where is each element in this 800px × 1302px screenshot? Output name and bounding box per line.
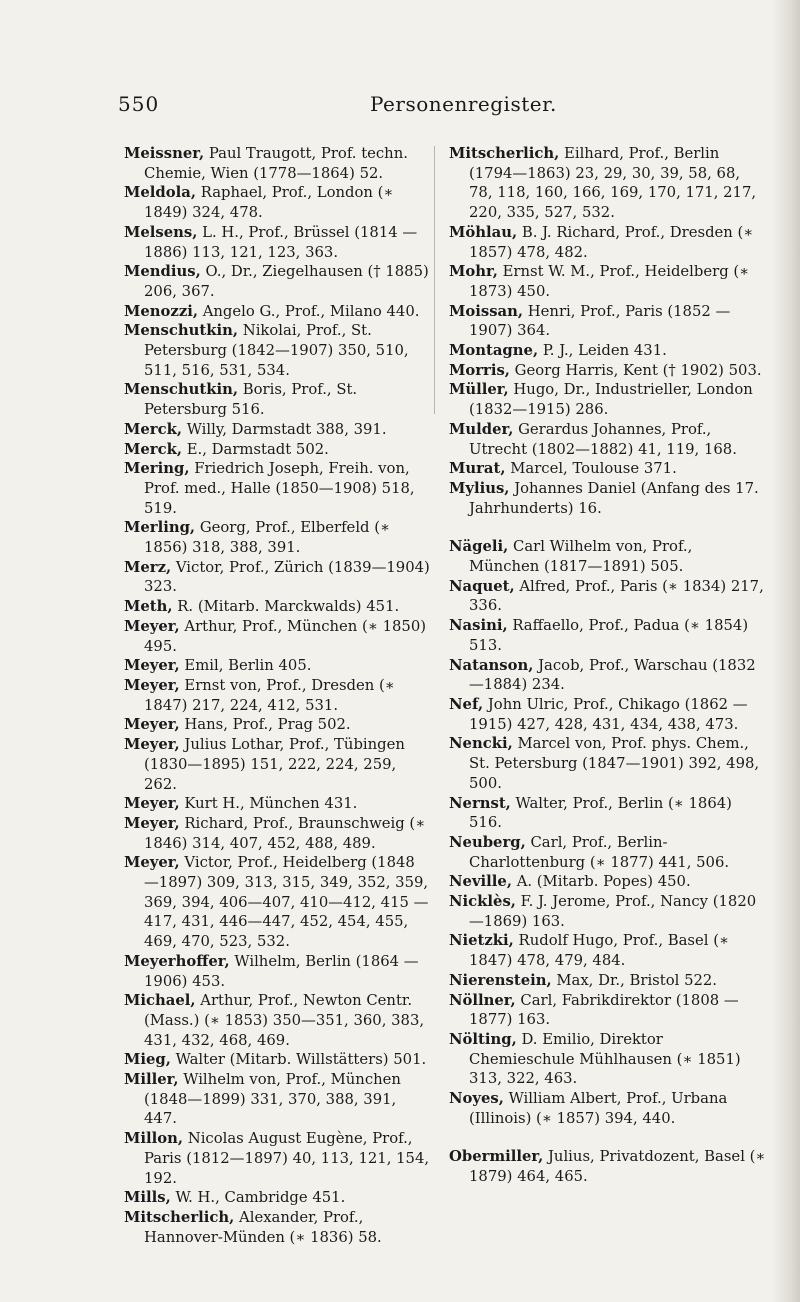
index-entry — [449, 616, 767, 655]
index-entry — [449, 361, 767, 381]
entry-name: Merck, — [124, 440, 183, 458]
page-edge-shadow — [772, 0, 800, 1302]
entry-name: Michael, — [124, 992, 196, 1010]
entry-details: Walter, Prof., Berlin (∗ 1864) 516. — [469, 794, 732, 832]
index-entry — [449, 971, 767, 991]
entry-details: Raphael, Prof., London (∗ 1849) 324, 478. — [144, 184, 394, 222]
entry-name: Merz, — [124, 558, 172, 576]
index-entry — [449, 1089, 767, 1128]
entry-name: Nernst, — [449, 794, 511, 812]
entry-details: Boris, Prof., St. Petersburg 516. — [144, 381, 358, 419]
index-entry — [124, 794, 430, 814]
entry-details: Jacob, Prof., Warschau (1832—1884) 234. — [469, 656, 756, 694]
index-entry — [449, 695, 767, 734]
index-entry — [124, 223, 430, 262]
entry-details: Carl, Fabrikdirektor (1808 —1877) 163. — [469, 991, 739, 1029]
index-entry — [449, 872, 767, 892]
column-divider — [434, 146, 435, 414]
entry-details: Walter (Mitarb. Willstätters) 501. — [175, 1051, 427, 1069]
index-column-left — [124, 144, 430, 1247]
entry-name: Menschutkin, — [124, 381, 239, 399]
entry-name: Menozzi, — [124, 302, 198, 320]
running-head: Personenregister. — [370, 92, 557, 116]
entry-details: B. J. Richard, Prof., Dresden (∗ 1857) 478, 482. — [469, 223, 754, 261]
index-entry — [124, 1208, 430, 1247]
index-entry — [124, 302, 430, 322]
entry-details: Friedrich Joseph, Freih. von, Prof. med., Halle (1850—1908) 518, 519. — [144, 460, 415, 517]
entry-details: Georg Harris, Kent († 1902) 503. — [514, 361, 762, 379]
entry-details: Eilhard, Prof., Berlin (1794—1863) 23, 29, 30, 39, 58, 68, 78, 118, 160, 166, 169, 170, 171, 217, 220, 335, 527, 532. — [469, 145, 757, 222]
index-entry — [124, 518, 430, 557]
entry-name: Meyer, — [124, 795, 180, 813]
entry-name: Moissan, — [449, 302, 524, 320]
entry-details: John Ulric, Prof., Chikago (1862 —1915) 427, 428, 431, 434, 438, 473. — [469, 695, 748, 733]
entry-details: Raffaello, Prof., Padua (∗ 1854) 513. — [469, 617, 749, 654]
entry-details: Kurt H., München 431. — [184, 795, 358, 813]
entry-name: Neuberg, — [449, 833, 526, 851]
entry-name: Morris, — [449, 361, 510, 379]
entry-name: Noyes, — [449, 1090, 504, 1108]
page-number: 550 — [118, 92, 160, 116]
entry-name: Mills, — [124, 1189, 171, 1207]
entry-name: Mitscherlich, — [449, 145, 560, 162]
entry-name: Menschutkin, — [124, 322, 239, 340]
entry-details: O., Dr., Ziegelhausen († 1885) 206, 367. — [144, 263, 429, 300]
entry-name: Mulder, — [449, 420, 514, 438]
entry-name: Mitscherlich, — [124, 1208, 235, 1226]
entry-name: Meyerhoffer, — [124, 952, 230, 970]
entry-name: Meyer, — [124, 736, 180, 754]
entry-name: Meyer, — [124, 716, 180, 734]
entry-details: W. H., Cambridge 451. — [175, 1189, 346, 1207]
entry-name: Nöllner, — [449, 991, 516, 1009]
entry-name: Meth, — [124, 598, 173, 616]
index-entry — [124, 440, 430, 460]
page-header — [118, 92, 758, 118]
entry-details: E., Darmstadt 502. — [186, 440, 329, 458]
entry-details: L. H., Prof., Brüssel (1814 —1886) 113, 121, 123, 363. — [144, 223, 418, 261]
entry-name: Meyer, — [124, 676, 180, 694]
entry-name: Nägeli, — [449, 538, 509, 556]
entry-details: Nikolai, Prof., St. Petersburg (1842—1907) 350, 510, 511, 516, 531, 534. — [144, 322, 409, 379]
index-entry — [124, 1188, 430, 1208]
entry-name: Millon, — [124, 1130, 184, 1148]
index-entry — [449, 262, 767, 301]
entry-name: Nölting, — [449, 1030, 517, 1048]
entry-details: Hugo, Dr., Industrieller, London (1832—1915) 286. — [469, 381, 753, 419]
entry-name: Merck, — [124, 420, 183, 438]
index-entry — [449, 302, 767, 341]
entry-details: Emil, Berlin 405. — [184, 657, 312, 675]
index-entry — [124, 814, 430, 853]
entry-details: Wilhelm von, Prof., München (1848—1899) 331, 370, 388, 391, 447. — [144, 1071, 401, 1128]
index-entry — [449, 459, 767, 479]
index-entry — [124, 1050, 430, 1070]
index-entry — [124, 735, 430, 794]
entry-details: Max, Dr., Bristol 522. — [556, 971, 718, 989]
entry-name: Nicklès, — [449, 893, 516, 911]
index-entry — [449, 991, 767, 1030]
entry-name: Murat, — [449, 460, 506, 478]
entry-details: Georg, Prof., Elberfeld (∗ 1856) 318, 388, 391. — [144, 519, 391, 557]
entry-name: Meyer, — [124, 854, 180, 872]
entry-details: Angelo G., Prof., Milano 440. — [202, 302, 420, 320]
entry-name: Obermiller, — [449, 1148, 544, 1166]
entry-name: Meyer, — [124, 617, 180, 635]
index-entry — [124, 597, 430, 617]
index-entry — [449, 1147, 767, 1186]
entry-details: Henri, Prof., Paris (1852 —1907) 364. — [469, 302, 731, 340]
index-entry — [449, 577, 767, 616]
entry-name: Mieg, — [124, 1051, 171, 1069]
index-entry — [449, 794, 767, 833]
entry-name: Miller, — [124, 1071, 179, 1089]
index-entry — [124, 183, 430, 222]
entry-details: Wilhelm, Berlin (1864 —1906) 453. — [144, 952, 419, 990]
entry-name: Montagne, — [449, 342, 539, 360]
entry-details: P. J., Leiden 431. — [542, 342, 667, 360]
entry-name: Nef, — [449, 695, 484, 713]
entry-details: Carl, Prof., Berlin-Charlottenburg (∗ 1877) 441, 506. — [469, 833, 730, 871]
index-entry — [124, 262, 430, 301]
entry-details: Victor, Prof., Zürich (1839—1904) 323. — [144, 558, 430, 596]
index-entry — [124, 420, 430, 440]
entry-details: Victor, Prof., Heidelberg (1848 —1897) 309, 313, 315, 349, 352, 359, 369, 394, 406—407, 410—412, 415 —417, 431, 446—447, 452, 454, 455, 469, 470, 523, 532. — [144, 854, 429, 951]
entry-name: Müller, — [449, 381, 509, 399]
entry-details: Carl Wilhelm von, Prof., München (1817—1891) 505. — [469, 538, 693, 576]
entry-name: Meyer, — [124, 814, 180, 832]
index-column-right — [449, 144, 767, 1187]
index-entry — [449, 656, 767, 695]
index-entry — [124, 676, 430, 715]
index-entry — [449, 223, 767, 262]
index-entry — [124, 656, 430, 676]
index-entry — [124, 144, 430, 183]
index-entry — [124, 617, 430, 656]
entry-name: Nierenstein, — [449, 971, 552, 989]
index-entry — [124, 1129, 430, 1188]
entry-details: Alexander, Prof., Hannover-Münden (∗ 1836) 58. — [144, 1208, 382, 1246]
entry-details: Alfred, Prof., Paris (∗ 1834) 217, 336. — [469, 577, 764, 615]
entry-name: Mendius, — [124, 263, 201, 281]
entry-name: Mylius, — [449, 479, 510, 497]
index-entry — [449, 479, 767, 518]
entry-details: Arthur, Prof., München (∗ 1850) 495. — [144, 617, 427, 655]
index-entry — [124, 952, 430, 991]
entry-name: Möhlau, — [449, 223, 518, 241]
entry-name: Natanson, — [449, 656, 534, 674]
index-entry — [449, 537, 767, 576]
index-entry — [449, 931, 767, 970]
entry-name: Merling, — [124, 519, 196, 537]
entry-details: Ernst W. M., Prof., Heidelberg (∗ 1873) 450. — [469, 263, 750, 300]
entry-details: R. (Mitarb. Marckwalds) 451. — [177, 598, 400, 616]
index-entry — [449, 734, 767, 793]
index-entry — [449, 833, 767, 872]
entry-details: A. (Mitarb. Popes) 450. — [516, 873, 691, 891]
entry-details: Willy, Darmstadt 388, 391. — [186, 420, 387, 438]
entry-details: Gerardus Johannes, Prof., Utrecht (1802—1882) 41, 119, 168. — [469, 420, 737, 458]
index-entry — [449, 892, 767, 931]
index-entry — [449, 144, 767, 223]
index-entry — [124, 1070, 430, 1129]
index-entry — [449, 380, 767, 419]
entry-details: Julius, Privatdozent, Basel (∗ 1879) 464, 465. — [469, 1148, 766, 1186]
entry-name: Meldola, — [124, 184, 196, 202]
entry-details: Ernst von, Prof., Dresden (∗ 1847) 217, 224, 412, 531. — [144, 676, 395, 714]
entry-details: Johannes Daniel (Anfang des 17. Jahrhunderts) 16. — [469, 479, 759, 517]
index-entry — [124, 380, 430, 419]
entry-details: Marcel von, Prof. phys. Chem., St. Petersburg (1847—1901) 392, 498, 500. — [469, 735, 760, 792]
entry-name: Melsens, — [124, 223, 198, 241]
index-entry — [124, 321, 430, 380]
entry-details: Julius Lothar, Prof., Tübingen (1830—1895) 151, 222, 224, 259, 262. — [144, 736, 405, 793]
index-entry — [449, 341, 767, 361]
entry-details: Marcel, Toulouse 371. — [510, 460, 677, 478]
entry-details: D. Emilio, Direktor Chemieschule Mühlhausen (∗ 1851) 313, 322, 463. — [469, 1030, 741, 1088]
entry-details: F. J. Jerome, Prof., Nancy (1820—1869) 163. — [469, 893, 757, 930]
index-entry — [449, 1030, 767, 1089]
index-entry — [124, 991, 430, 1050]
index-entry — [124, 459, 430, 518]
entry-details: Hans, Prof., Prag 502. — [184, 716, 351, 734]
entry-name: Mering, — [124, 460, 190, 478]
index-entry — [124, 558, 430, 597]
index-entry — [449, 420, 767, 459]
entry-details: Nicolas August Eugène, Prof., Paris (1812—1897) 40, 113, 121, 154, 192. — [144, 1130, 430, 1187]
entry-name: Nasini, — [449, 617, 508, 635]
entry-details: Rudolf Hugo, Prof., Basel (∗ 1847) 478, 479, 484. — [469, 932, 730, 970]
entry-name: Nietzki, — [449, 932, 514, 950]
index-entry — [124, 853, 430, 952]
entry-details: Paul Traugott, Prof. techn. Chemie, Wien (1778—1864) 52. — [144, 145, 408, 182]
entry-details: Arthur, Prof., Newton Centr. (Mass.) (∗ 1853) 350—351, 360, 383, 431, 432, 468, 469. — [144, 992, 425, 1049]
entry-details: William Albert, Prof., Urbana (Illinois) (∗ 1857) 394, 440. — [469, 1090, 728, 1127]
entry-name: Meyer, — [124, 657, 180, 675]
entry-name: Neville, — [449, 873, 512, 891]
index-entry — [124, 715, 430, 735]
entry-name: Naquet, — [449, 577, 515, 595]
entry-name: Nencki, — [449, 735, 513, 753]
entry-name: Mohr, — [449, 263, 498, 281]
entry-details: Richard, Prof., Braunschweig (∗ 1846) 314, 407, 452, 488, 489. — [144, 814, 426, 852]
entry-name: Meissner, — [124, 145, 205, 162]
